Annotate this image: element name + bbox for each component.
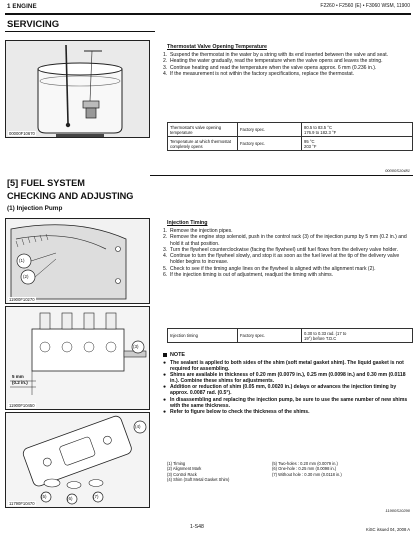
- shim-figure: [5, 412, 150, 508]
- callout-5: (5): [41, 494, 47, 499]
- spec-item: Thermostat's valve opening temperature: [168, 123, 238, 137]
- rack-figure: [5, 306, 150, 410]
- spec-item: Temperature at which thermostat completely opens: [168, 137, 238, 151]
- table-row: [168, 329, 413, 343]
- subsection-heading: (1) Injection Pump: [7, 205, 63, 212]
- section-subheading: CHECKING AND ADJUSTING: [7, 191, 134, 201]
- thermostat-section-title: Thermostat Valve Opening Temperature: [167, 44, 267, 50]
- list-item: ● In disassembling and replacing the injection pump, be sure to use the same number of new shims with the same thickness.: [163, 396, 408, 409]
- callout-1: (1): [19, 258, 25, 263]
- flywheel-figure: [5, 218, 150, 304]
- legend-item: (5) Two-holes : 0.20 mm (0.0079 in.): [272, 461, 338, 466]
- issue-info: KiSC issued 04, 2008 A: [366, 527, 410, 532]
- callout-4: (4): [135, 424, 141, 429]
- figure-code: 11900F10450: [9, 403, 35, 408]
- timing-spec-table: [167, 328, 413, 343]
- step-item: 2. Heating the water gradually, read the temperature when the valve opens and leaves the string.: [163, 58, 383, 65]
- servicing-rule: [5, 31, 155, 32]
- step-item: 6. If the injection timing is out of adjustment, readjust the timing with shims.: [163, 272, 334, 279]
- legend-item: (6) One-hole : 0.25 mm (0.0098 in.): [272, 466, 337, 472]
- step-item: 1. Suspend the thermostat in the water by a string with its end inserted between the valve and seat.: [163, 52, 389, 58]
- step-item: 3. Continue heating and read the temperature when the valve opens approx. 6 mm (0.236 in.).: [163, 64, 377, 71]
- step-item: 3. Turn the flywheel counterclockwise (facing the flywheel) until fuel flows from the delivery valve holder.: [163, 246, 399, 253]
- callout-7: (7): [93, 494, 99, 499]
- spec-value: 80.5 to 83.5 °C 176.9 to 182.3 °F: [302, 123, 413, 137]
- list-item: ● Addition or reduction of shim (0.05 mm, 0.0020 in.) delays or advances the injection timing by approx. 0.0087 rad. (0.5°).: [163, 384, 397, 397]
- note-heading: NOTE: [163, 352, 185, 358]
- figure-code: 11790F10470: [9, 501, 35, 506]
- legend-left: [167, 461, 271, 482]
- thermostat-steps: [163, 52, 411, 77]
- chapter-title: 1 ENGINE: [7, 3, 37, 10]
- step-item: 4. If the measurement is not within the factory specifications, replace the thermostat.: [163, 70, 355, 77]
- thermostat-code: 00000S10481: [385, 168, 410, 173]
- legend-item: (1) Timing: [167, 461, 186, 466]
- spec-value: 0.30 to 0.33 rad. (17 to 19°) before T.D.C: [302, 329, 413, 343]
- step-item: 4. Continue to turn the flywheel slowly, and stop it as soon as the fuel level at the tip of the delivery valve holder begins to increase.: [163, 253, 400, 266]
- legend-item: (3) Control Rack: [167, 471, 197, 477]
- section-rule: [150, 175, 413, 176]
- figure-code: 00000F10670: [9, 131, 35, 136]
- legend-item: (7) Without hole : 0.30 mm (0.0118 in.): [272, 471, 342, 477]
- table-row: [168, 137, 413, 151]
- figure-code: 11900F10270: [9, 297, 35, 302]
- servicing-heading: SERVICING: [7, 19, 60, 30]
- header-rule: [5, 13, 411, 15]
- step-item: 1. Remove the injection pipes.: [163, 228, 233, 234]
- legend-item: (4) Shim (Soft Metal Gasket Shim): [167, 476, 230, 482]
- legend-item: (2) Alignment Mark: [167, 466, 202, 472]
- thermostat-spec-table: [167, 122, 413, 151]
- thermostat-figure: [5, 40, 150, 138]
- list-item: ● The sealant is applied to both sides of the shim (soft metal gasket shim). The liquid gasket is not required for assembling.: [163, 360, 404, 373]
- dimension-label: 5 mm (0.2 in.): [12, 374, 28, 385]
- spec-label: Factory spec.: [238, 137, 302, 151]
- table-row: [168, 123, 413, 137]
- legend-right: [272, 461, 412, 477]
- step-item: 2. Remove the engine stop solenoid, push in the control rack (3) of the injection pump by 5 mm (0.2 in.) and hold it at that position.: [163, 234, 407, 247]
- callout-6: (6): [67, 496, 73, 501]
- page-number: 1-S48: [190, 524, 204, 530]
- timing-section-title: Injection Timing: [167, 220, 208, 226]
- note-bullets: [163, 360, 411, 415]
- callout-3: (3): [133, 344, 139, 349]
- spec-item: Injection timing: [168, 329, 238, 343]
- timing-code: 11900S10290: [385, 508, 410, 513]
- spec-value: 95 °C 203 °F: [302, 137, 413, 151]
- spec-label: Factory spec.: [238, 329, 302, 343]
- step-item: 5. Check to see if the timing angle lines on the flywheel is aligned with the alignment mark (2).: [163, 265, 376, 272]
- note-square-icon: [163, 353, 167, 357]
- timing-steps: [163, 228, 411, 278]
- section-heading: [5] FUEL SYSTEM: [7, 178, 85, 188]
- list-item: ● Refer to figure below to check the thickness of the shims.: [163, 408, 310, 415]
- spec-label: Factory spec.: [238, 123, 302, 137]
- model-list: F2260 • F2560 (E) • F3060 WSM, 11900: [320, 3, 410, 9]
- callout-2: (2): [23, 274, 29, 279]
- list-item: ● Shims are available in thickness of 0.20 mm (0.0079 in.), 0.25 mm (0.0098 in.) and 0.30 mm (0.0118 in.). Combine these shims for adjustments.: [163, 372, 406, 385]
